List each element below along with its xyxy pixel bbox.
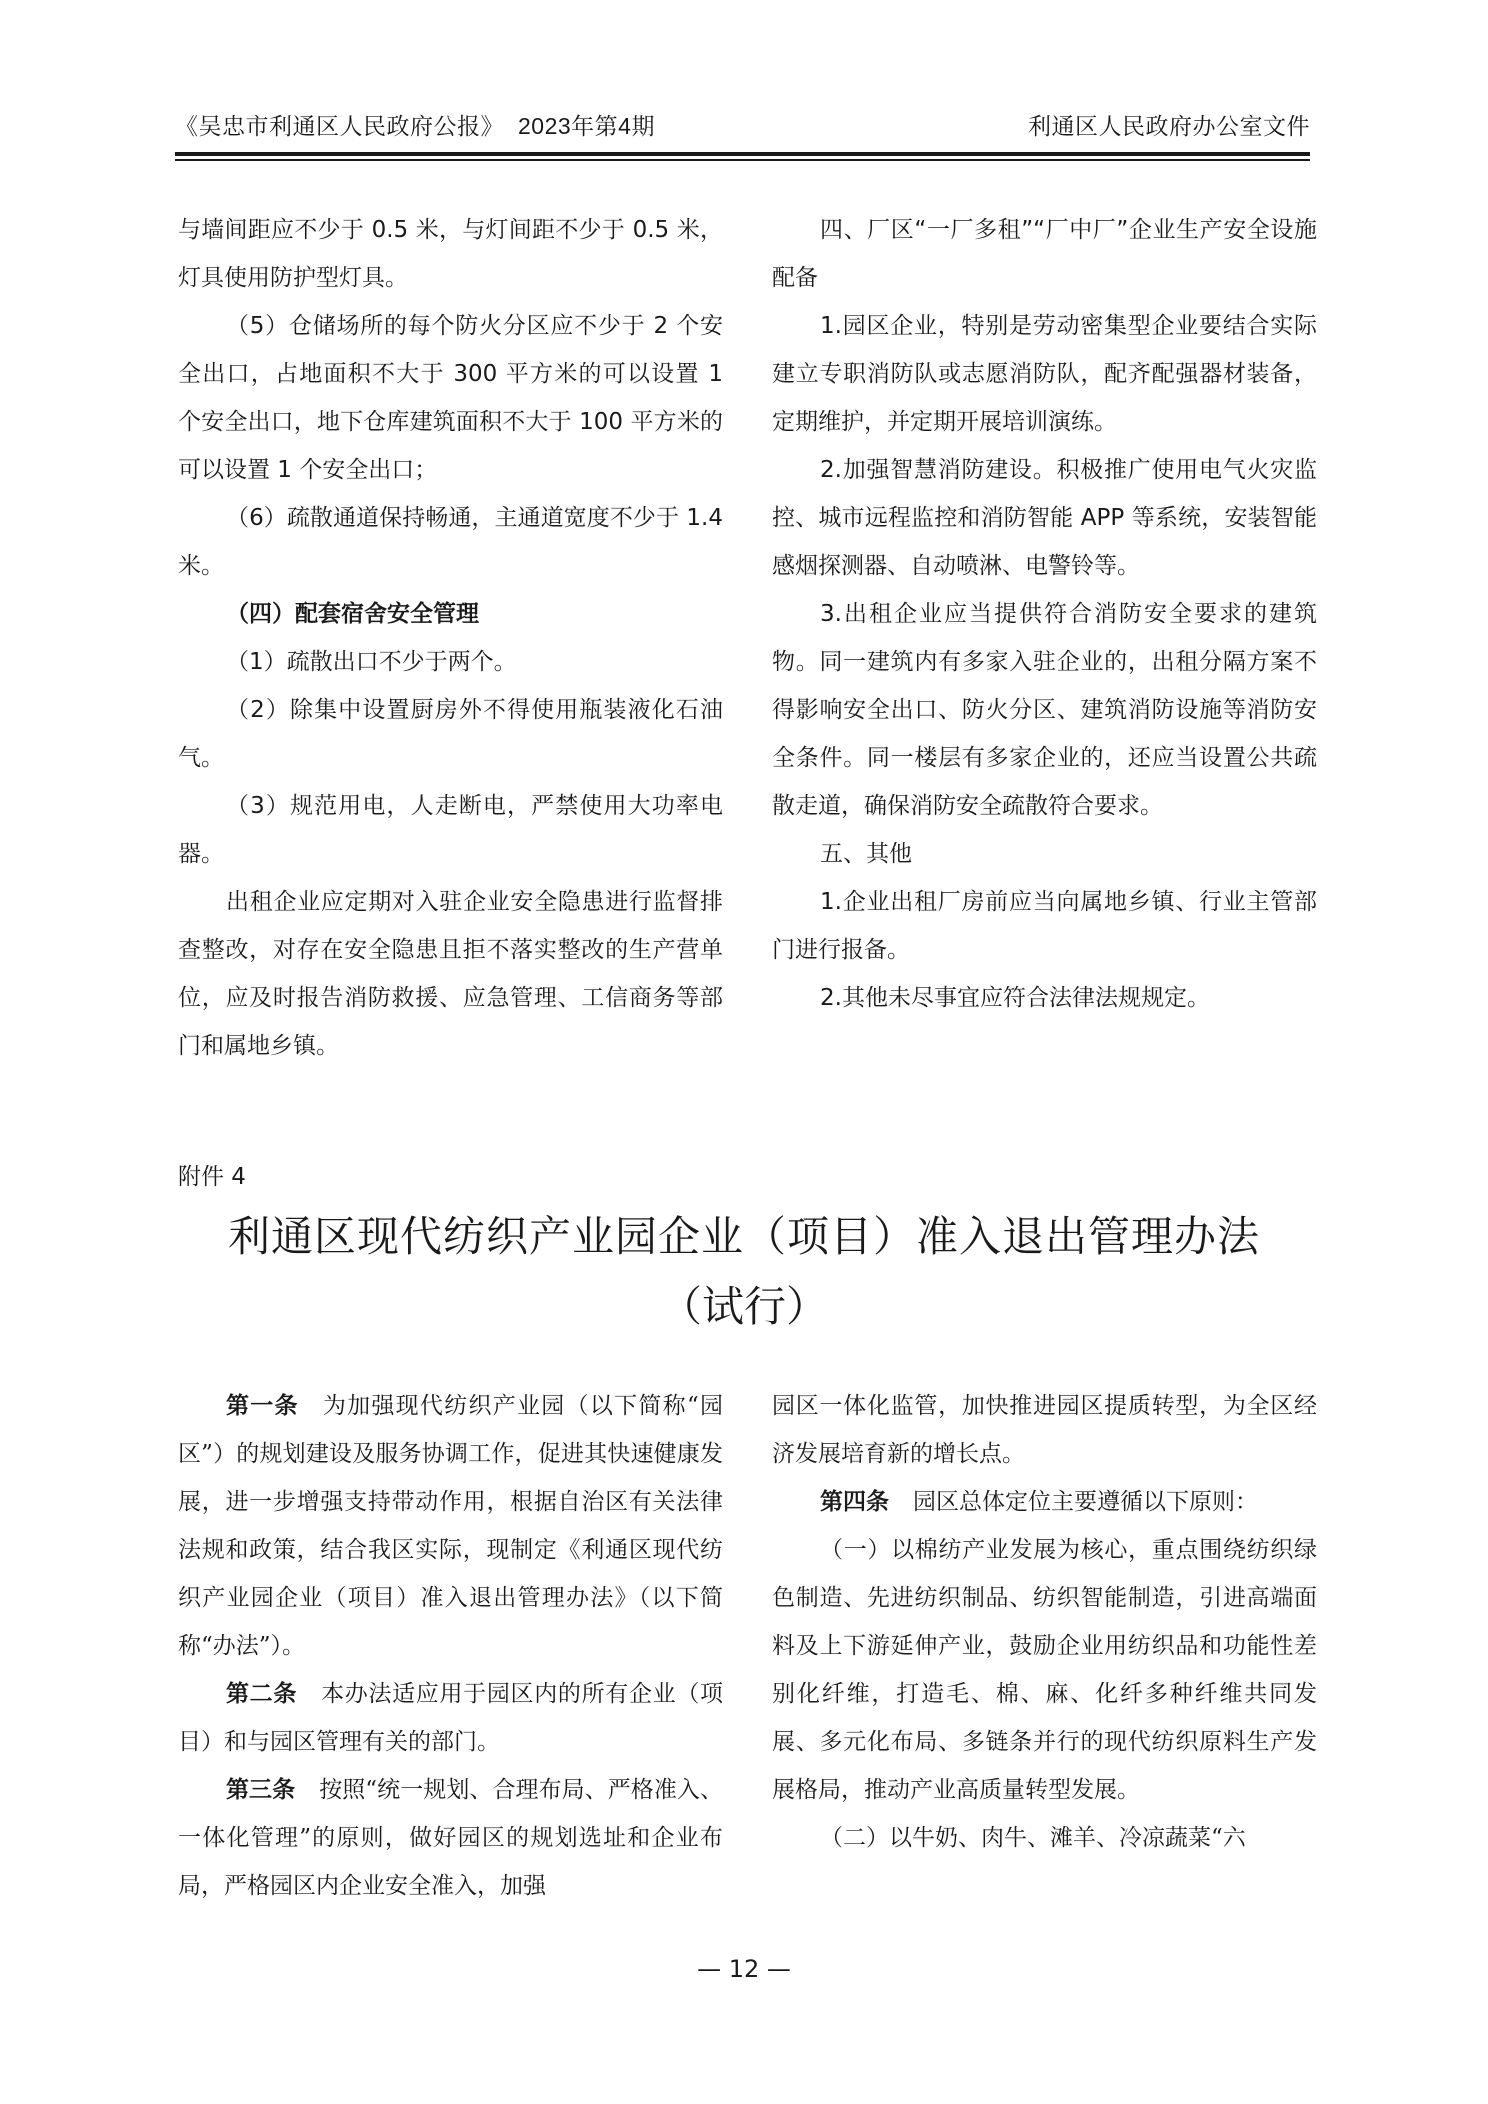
article-text: 按照“统一规划、合理布局、严格准入、一体化管理”的原则，做好园区的规划选址和企业布局，严格园区内企业安全准入，加强: [178, 1777, 723, 1899]
paragraph: （2）除集中设置厨房外不得使用瓶装液化石油气。: [178, 697, 723, 771]
paragraph: （一）以棉纺产业发展为核心，重点围绕纺织绿色制造、先进纺织制品、纺织智能制造，引进高端面料及上下游延伸产业，鼓励企业用纺织品和功能性差别化纤维，打造毛、棉、麻、化纤多种纤维共同发展、多元化布局、多链条并行的现代纺织原料生产发展格局，推动产业高质量转型发展。: [772, 1537, 1317, 1803]
paragraph: 1.园区企业，特别是劳动密集型企业要结合实际建立专职消防队或志愿消防队，配齐配强器材装备，定期维护，并定期开展培训演练。: [772, 313, 1317, 435]
paragraph: 出租企业应定期对入驻企业安全隐患进行监督排查整改，对存在安全隐患且拒不落实整改的生产营单位，应及时报告消防救援、应急管理、工信商务等部门和属地乡镇。: [178, 889, 723, 1059]
publication-name: 《吴忠市利通区人民政府公报》: [175, 114, 504, 140]
issue-number: 2023年第4期: [518, 113, 655, 139]
paragraph: 1.企业出租厂房前应当向属地乡镇、行业主管部门进行报备。: [772, 889, 1317, 963]
article-text: 本办法适应用于园区内的所有企业（项目）和与园区管理有关的部门。: [178, 1681, 724, 1755]
paragraph: （6）疏散通道保持畅通，主通道宽度不少于 1.4 米。: [178, 505, 723, 579]
header-rule-thick: [175, 152, 1310, 156]
page-number: — 12 —: [697, 1955, 791, 1983]
document-subtitle: （试行）: [659, 1282, 828, 1331]
left-column-bottom: [178, 1382, 723, 1910]
section-heading: 五、其他: [820, 841, 912, 867]
paragraph: 3.出租企业应当提供符合消防安全要求的建筑物。同一建筑内有多家入驻企业的，出租分隔方案不得影响安全出口、防火分区、建筑消防设施等消防安全条件。同一楼层有多家企业的，还应当设置公共疏散走道，确保消防安全疏散符合要求。: [772, 601, 1317, 819]
paragraph: （1）疏散出口不少于两个。: [226, 649, 517, 675]
paragraph: 2.其他未尽事宜应符合法律法规规定。: [820, 985, 1210, 1011]
article-paragraph: [772, 1478, 1317, 1526]
right-column-top: [772, 206, 1317, 1022]
document-title: 利通区现代纺织产业园企业（项目）准入退出管理办法: [227, 1212, 1260, 1261]
article-number: 第二条: [226, 1681, 298, 1707]
section-heading: （四）配套宿舍安全管理: [226, 601, 479, 627]
left-column-top: [178, 206, 723, 1070]
right-column-bottom: [772, 1382, 1317, 1862]
article-text: 园区总体定位主要遵循以下原则：: [913, 1489, 1258, 1515]
running-header: [175, 108, 1310, 148]
article-number: 第四条: [820, 1489, 889, 1515]
paragraph: 2.加强智慧消防建设。积极推广使用电气火灾监控、城市远程监控和消防智能 APP 等系统，安装智能感烟探测器、自动喷淋、电警铃等。: [772, 457, 1317, 579]
article-number: 第一条: [226, 1393, 299, 1419]
paragraph: （5）仓储场所的每个防火分区应不少于 2 个安全出口，占地面积不大于 300 平方米的可以设置 1 个安全出口，地下仓库建筑面积不大于 100 平方米的可以设置 1 个安全出口；: [178, 313, 723, 483]
article-paragraph: [178, 1670, 723, 1766]
issuing-office: 利通区人民政府办公室文件: [1028, 114, 1310, 140]
section-heading: 四、厂区“一厂多租”“厂中厂”企业生产安全设施配备: [772, 217, 1317, 291]
attachment-label: 附件 4: [178, 1164, 246, 1190]
paragraph: （二）以牛奶、肉牛、滩羊、冷凉蔬菜“六: [820, 1825, 1246, 1851]
paragraph: 与墙间距应不少于 0.5 米，与灯间距不少于 0.5 米，灯具使用防护型灯具。: [178, 217, 723, 291]
article-paragraph: [178, 1382, 723, 1670]
paragraph: 园区一体化监管，加快推进园区提质转型，为全区经济发展培育新的增长点。: [772, 1393, 1317, 1467]
header-publication-info: [175, 108, 655, 141]
article-paragraph: [178, 1766, 723, 1910]
header-rule-thin: [175, 159, 1310, 161]
article-number: 第三条: [226, 1777, 296, 1803]
article-text: 为加强现代纺织产业园（以下简称“园区”）的规划建设及服务协调工作，促进其快速健康发展，进一步增强支持带动作用，根据自治区有关法律法规和政策，结合我区实际，现制定《利通区现代纺织产业园企业（项目）准入退出管理办法》（以下简称“办法”）。: [178, 1393, 723, 1659]
paragraph: （3）规范用电，人走断电，严禁使用大功率电器。: [178, 793, 723, 867]
